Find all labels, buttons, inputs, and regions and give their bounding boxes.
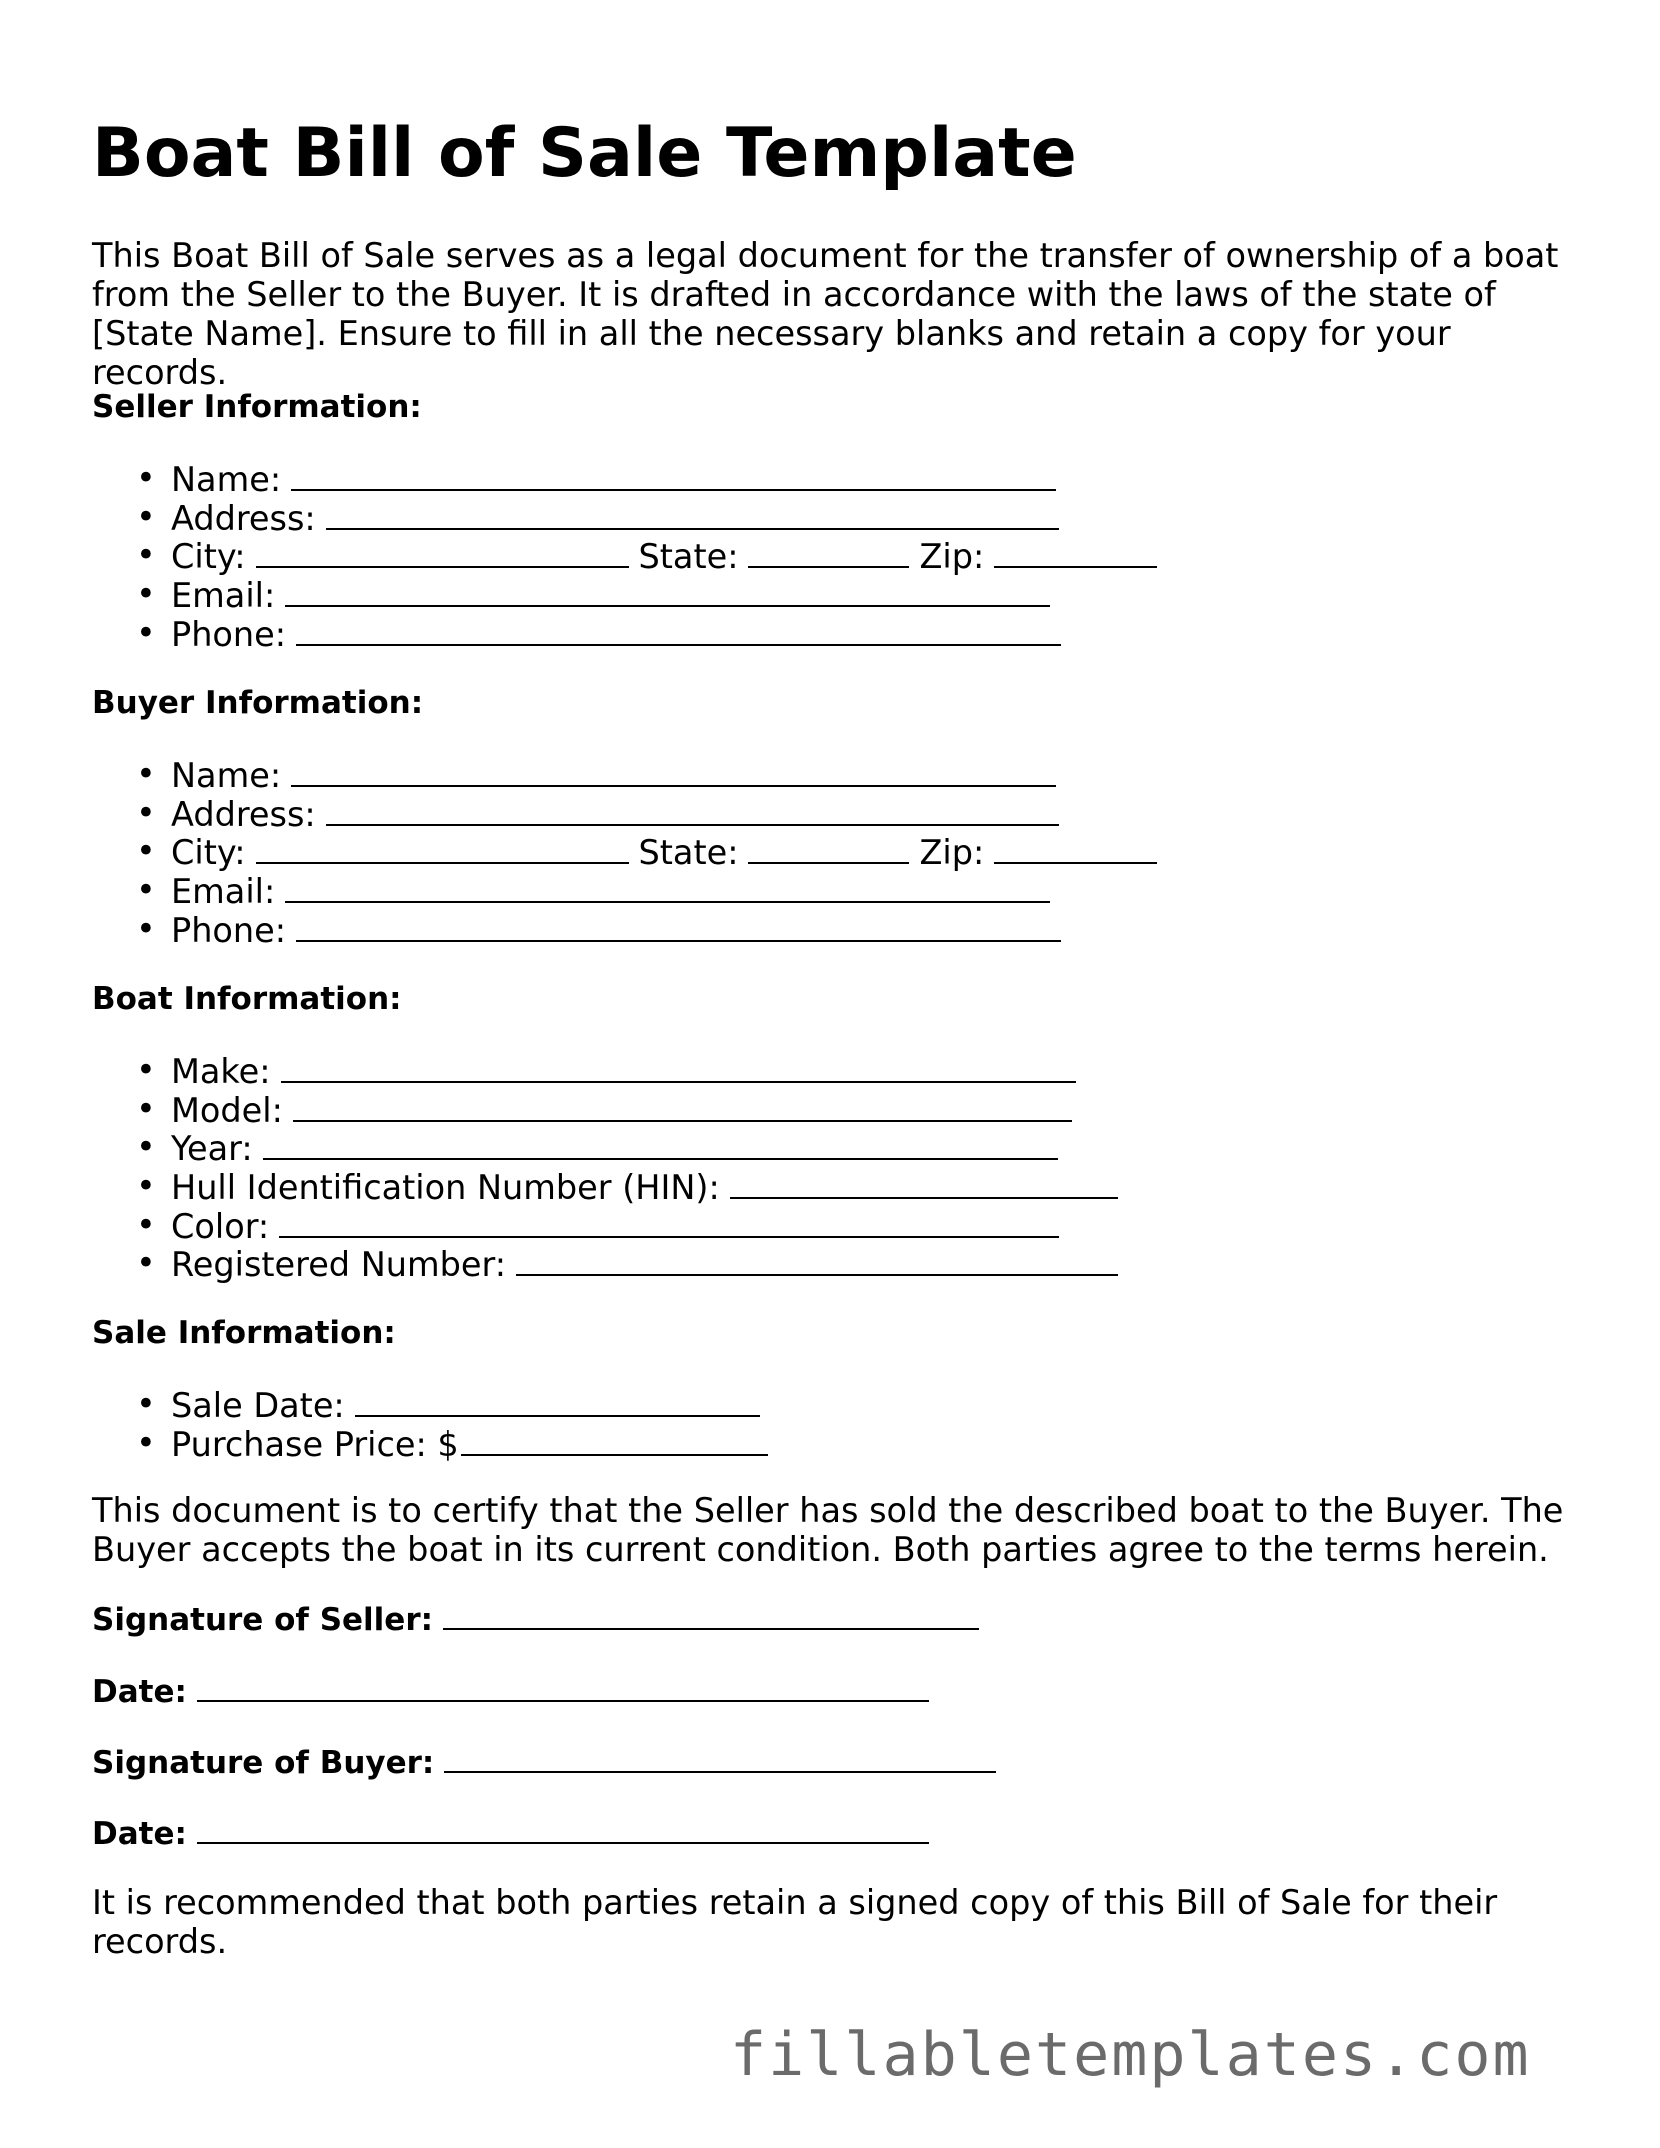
buyer-signature-blank[interactable] [444,1743,996,1773]
buyer-name-blank[interactable] [291,755,1056,787]
buyer-phone-blank[interactable] [296,910,1061,942]
seller-email-blank[interactable] [285,575,1050,607]
buyer-email-blank[interactable] [285,871,1050,903]
boat-color-field: • Color: [92,1206,1118,1245]
buyer-heading: Buyer Information: [92,685,424,721]
seller-zip-blank[interactable] [994,536,1157,568]
boat-field-list [92,1051,1118,1283]
seller-signature-line: Signature of Seller: [92,1600,979,1640]
boat-model-field: • Model: [92,1090,1118,1129]
boat-make-field: • Make: [92,1051,1118,1090]
seller-phone-blank[interactable] [296,614,1061,646]
buyer-address-blank[interactable] [326,794,1059,826]
buyer-name-field: • Name: [92,755,1157,794]
certification-paragraph: This document is to certify that the Seller has sold the described boat to the Buyer. The Buyer accepts the boat in its current condition. Both parties agree to the terms herein. [92,1491,1564,1569]
buyer-field-list [92,755,1157,948]
buyer-phone-field: • Phone: [92,910,1157,949]
seller-city-state-zip-field: • City: State: Zip: [92,536,1157,575]
purchase-price-blank[interactable] [461,1424,768,1456]
seller-address-blank[interactable] [326,498,1059,530]
boat-hin-field: • Hull Identification Number (HIN): [92,1167,1118,1206]
seller-name-blank[interactable] [291,459,1056,491]
seller-date-line: Date: [92,1672,929,1712]
seller-phone-field: • Phone: [92,614,1157,653]
buyer-date-line: Date: [92,1814,929,1854]
boat-registered-number-field: • Registered Number: [92,1244,1118,1283]
sale-date-blank[interactable] [355,1385,760,1417]
page-title: Boat Bill of Sale Template [92,114,1077,193]
buyer-zip-blank[interactable] [994,832,1157,864]
boat-year-blank[interactable] [263,1128,1058,1160]
boat-make-blank[interactable] [281,1051,1076,1083]
boat-registered-number-blank[interactable] [516,1244,1118,1276]
boat-color-blank[interactable] [279,1206,1059,1238]
buyer-signature-line: Signature of Buyer: [92,1743,996,1783]
seller-address-field: • Address: [92,498,1157,537]
seller-signature-blank[interactable] [443,1600,979,1630]
seller-email-field: • Email: [92,575,1157,614]
recommendation-paragraph: It is recommended that both parties retain a signed copy of this Bill of Sale for their records. [92,1883,1498,1961]
buyer-date-blank[interactable] [197,1814,929,1844]
buyer-email-field: • Email: [92,871,1157,910]
purchase-price-field: • Purchase Price: $ [92,1424,768,1463]
buyer-address-field: • Address: [92,794,1157,833]
boat-heading: Boat Information: [92,981,402,1017]
sale-date-field: • Sale Date: [92,1385,768,1424]
boat-model-blank[interactable] [293,1090,1072,1122]
seller-field-list [92,459,1157,652]
buyer-city-state-zip-field: • City: State: Zip: [92,832,1157,871]
boat-year-field: • Year: [92,1128,1118,1167]
seller-name-field: • Name: [92,459,1157,498]
buyer-city-blank[interactable] [256,832,629,864]
seller-state-blank[interactable] [748,536,909,568]
sale-field-list [92,1385,768,1462]
intro-paragraph: This Boat Bill of Sale serves as a legal document for the transfer of ownership of a boat from the Seller to the Buyer. It is drafted in accordance with the laws of the state of [State Name]. Ensure to fill in all the necessary blanks and retain a copy for your records. [92,236,1559,392]
sale-heading: Sale Information: [92,1315,396,1351]
seller-city-blank[interactable] [256,536,629,568]
boat-hin-blank[interactable] [730,1167,1118,1199]
seller-heading: Seller Information: [92,389,422,425]
seller-date-blank[interactable] [197,1672,929,1702]
site-watermark: fillabletemplates.com [730,2020,1531,2090]
buyer-state-blank[interactable] [748,832,909,864]
